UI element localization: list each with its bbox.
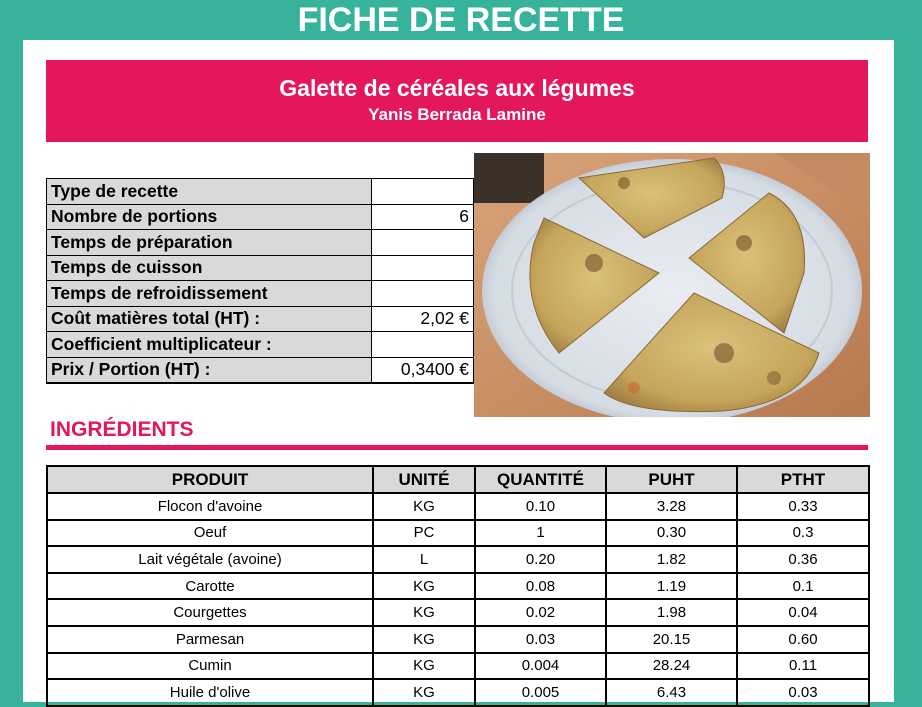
table-row xyxy=(47,520,869,547)
column-header-puht: PUHT xyxy=(606,466,737,493)
cell-ptht[interactable]: 0.36 xyxy=(737,546,869,573)
cell-produit[interactable]: Carotte xyxy=(47,573,373,600)
cell-quantite[interactable]: 0.10 xyxy=(475,493,606,520)
table-row xyxy=(47,626,869,653)
info-row xyxy=(47,179,474,205)
cell-puht[interactable]: 6.43 xyxy=(606,679,737,706)
cell-puht[interactable]: 1.82 xyxy=(606,546,737,573)
table-row xyxy=(47,599,869,626)
cell-ptht[interactable]: 0.33 xyxy=(737,493,869,520)
info-value[interactable]: 0,3400 € xyxy=(372,357,474,383)
recipe-name: Galette de céréales aux légumes xyxy=(279,75,635,101)
cell-produit[interactable]: Lait végétale (avoine) xyxy=(47,546,373,573)
cell-ptht[interactable]: 0.60 xyxy=(737,626,869,653)
recipe-author: Yanis Berrada Lamine xyxy=(368,105,546,124)
column-header-ptht: PTHT xyxy=(737,466,869,493)
info-row xyxy=(47,204,474,230)
recipe-info-table xyxy=(46,178,474,384)
cell-puht[interactable]: 1.19 xyxy=(606,573,737,600)
column-header-quantite: QUANTITÉ xyxy=(475,466,606,493)
cell-quantite[interactable]: 0.005 xyxy=(475,679,606,706)
info-label: Coefficient multiplicateur : xyxy=(47,332,372,358)
cell-puht[interactable]: 28.24 xyxy=(606,653,737,680)
column-header-unite: UNITÉ xyxy=(373,466,475,493)
cell-unite[interactable]: L xyxy=(373,546,475,573)
cell-unite[interactable]: KG xyxy=(373,626,475,653)
info-label: Temps de préparation xyxy=(47,230,372,256)
cell-quantite[interactable]: 0.20 xyxy=(475,546,606,573)
cell-produit[interactable]: Huile d'olive xyxy=(47,679,373,706)
cell-puht[interactable]: 3.28 xyxy=(606,493,737,520)
info-label: Temps de cuisson xyxy=(47,255,372,281)
ingredients-table xyxy=(46,465,870,707)
galette-photo-illustration xyxy=(474,153,870,417)
cell-ptht[interactable]: 0.03 xyxy=(737,679,869,706)
cell-puht[interactable]: 0.30 xyxy=(606,520,737,547)
info-row xyxy=(47,332,474,358)
cell-unite[interactable]: KG xyxy=(373,653,475,680)
cell-unite[interactable]: KG xyxy=(373,573,475,600)
cell-produit[interactable]: Courgettes xyxy=(47,599,373,626)
cell-quantite[interactable]: 1 xyxy=(475,520,606,547)
info-value[interactable] xyxy=(372,179,474,205)
cell-unite[interactable]: KG xyxy=(373,493,475,520)
table-row xyxy=(47,493,869,520)
cell-ptht[interactable]: 0.1 xyxy=(737,573,869,600)
cell-unite[interactable]: PC xyxy=(373,520,475,547)
info-value[interactable] xyxy=(372,332,474,358)
info-value[interactable]: 6 xyxy=(372,204,474,230)
cell-quantite[interactable]: 0.004 xyxy=(475,653,606,680)
cell-produit[interactable]: Oeuf xyxy=(47,520,373,547)
info-value[interactable] xyxy=(372,230,474,256)
cell-unite[interactable]: KG xyxy=(373,599,475,626)
cell-produit[interactable]: Parmesan xyxy=(47,626,373,653)
info-row xyxy=(47,281,474,307)
info-label: Prix / Portion (HT) : xyxy=(47,357,372,383)
recipe-sheet xyxy=(23,40,894,702)
table-row xyxy=(47,653,869,680)
cell-puht[interactable]: 20.15 xyxy=(606,626,737,653)
info-row xyxy=(47,306,474,332)
cell-quantite[interactable]: 0.08 xyxy=(475,573,606,600)
cell-ptht[interactable]: 0.11 xyxy=(737,653,869,680)
cell-ptht[interactable]: 0.3 xyxy=(737,520,869,547)
recipe-photo xyxy=(474,153,870,417)
table-row xyxy=(47,573,869,600)
info-value[interactable] xyxy=(372,281,474,307)
info-label: Coût matières total (HT) : xyxy=(47,306,372,332)
cell-quantite[interactable]: 0.03 xyxy=(475,626,606,653)
info-row xyxy=(47,255,474,281)
info-row xyxy=(47,230,474,256)
cell-unite[interactable]: KG xyxy=(373,679,475,706)
info-label: Temps de refroidissement xyxy=(47,281,372,307)
cell-puht[interactable]: 1.98 xyxy=(606,599,737,626)
info-value[interactable] xyxy=(372,255,474,281)
info-row xyxy=(47,357,474,383)
cell-quantite[interactable]: 0.02 xyxy=(475,599,606,626)
recipe-header xyxy=(46,60,868,142)
table-row xyxy=(47,546,869,573)
ingredients-divider xyxy=(46,445,868,450)
cell-ptht[interactable]: 0.04 xyxy=(737,599,869,626)
info-label: Nombre de portions xyxy=(47,204,372,230)
page-title: FICHE DE RECETTE xyxy=(297,1,625,39)
info-value[interactable]: 2,02 € xyxy=(372,306,474,332)
column-header-produit: PRODUIT xyxy=(47,466,373,493)
ingredients-title: INGRÉDIENTS xyxy=(50,418,194,441)
info-label: Type de recette xyxy=(47,179,372,205)
ingredients-header-row xyxy=(47,466,869,493)
cell-produit[interactable]: Flocon d'avoine xyxy=(47,493,373,520)
cell-produit[interactable]: Cumin xyxy=(47,653,373,680)
